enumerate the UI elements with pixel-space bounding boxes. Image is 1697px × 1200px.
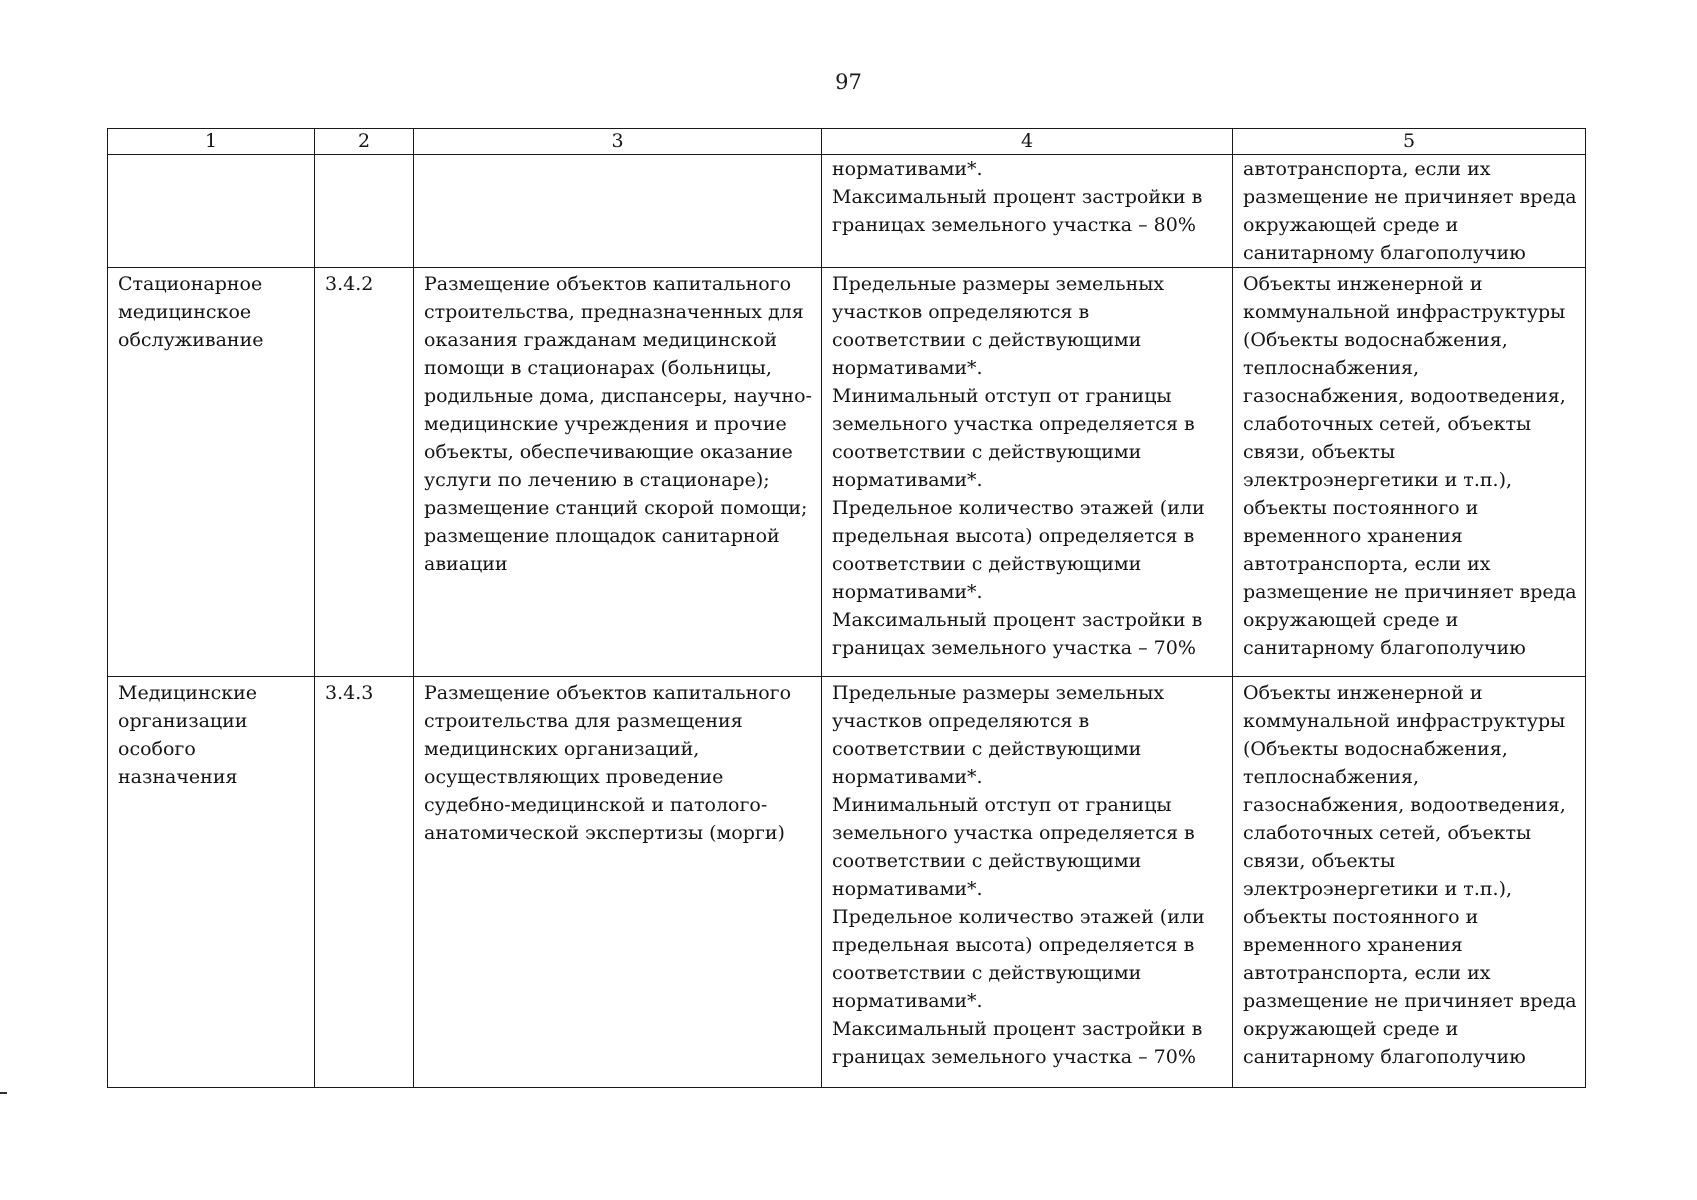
use-code-cell: 3.4.3 — [315, 677, 414, 1088]
margin-mark — [0, 1092, 7, 1094]
auxiliary-objects-cell: Объекты инженерной и коммунальной инфраструктуры (Объекты водоснабжения, теплоснабжения, газоснабжения, водоотведения, слаботочных сетей, объекты связи, объекты электроэнергетики и т.п.), объекты постоянного и временного хранения автотранспорта, если их размещение не причиняет вреда окружающей среде и санитарному благополучию — [1233, 677, 1586, 1088]
use-description-cell: Размещение объектов капитального строительства для размещения медицинских организаций, осуществляющих проведение судебно-медицинской и патолого-анатомической экспертизы (морги) — [414, 677, 822, 1088]
use-name-cell — [108, 155, 315, 268]
table-row — [108, 268, 1586, 677]
header-cell: 3 — [414, 129, 822, 155]
table-row — [108, 677, 1586, 1088]
parameters-cell: нормативами*. Максимальный процент застройки в границах земельного участка – 80% — [822, 155, 1233, 268]
use-description-cell — [414, 155, 822, 268]
use-name-cell: Стационарное медицинское обслуживание — [108, 268, 315, 677]
header-row — [108, 129, 1586, 155]
use-description-cell: Размещение объектов капитального строительства, предназначенных для оказания гражданам медицинской помощи в стационарах (больницы, родильные дома, диспансеры, научно-медицинские учреждения и прочие объекты, обеспечивающие оказание услуги по лечению в стационаре); размещение станций скорой помощи; размещение площадок санитарной авиации — [414, 268, 822, 677]
parameters-cell: Предельные размеры земельных участков определяются в соответствии с действующими нормативами*. Минимальный отступ от границы земельного участка определяется в соответствии с действующими нормативами*. Предельное количество этажей (или предельная высота) определяется в соответствии с действующими нормативами*. Максимальный процент застройки в границах земельного участка – 70% — [822, 268, 1233, 677]
table-row — [108, 155, 1586, 268]
header-cell: 5 — [1233, 129, 1586, 155]
use-name-cell: Медицинские организации особого назначения — [108, 677, 315, 1088]
auxiliary-objects-cell: Объекты инженерной и коммунальной инфраструктуры (Объекты водоснабжения, теплоснабжения, газоснабжения, водоотведения, слаботочных сетей, объекты связи, объекты электроэнергетики и т.п.), объекты постоянного и временного хранения автотранспорта, если их размещение не причиняет вреда окружающей среде и санитарному благополучию — [1233, 268, 1586, 677]
page-number: 97 — [835, 70, 862, 94]
use-code-cell: 3.4.2 — [315, 268, 414, 677]
header-cell: 4 — [822, 129, 1233, 155]
land-use-table — [107, 128, 1586, 1088]
header-cell: 2 — [315, 129, 414, 155]
auxiliary-objects-cell: автотранспорта, если их размещение не причиняет вреда окружающей среде и санитарному благополучию — [1233, 155, 1586, 268]
header-cell: 1 — [108, 129, 315, 155]
use-code-cell — [315, 155, 414, 268]
parameters-cell: Предельные размеры земельных участков определяются в соответствии с действующими нормативами*. Минимальный отступ от границы земельного участка определяется в соответствии с действующими нормативами*. Предельное количество этажей (или предельная высота) определяется в соответствии с действующими нормативами*. Максимальный процент застройки в границах земельного участка – 70% — [822, 677, 1233, 1088]
